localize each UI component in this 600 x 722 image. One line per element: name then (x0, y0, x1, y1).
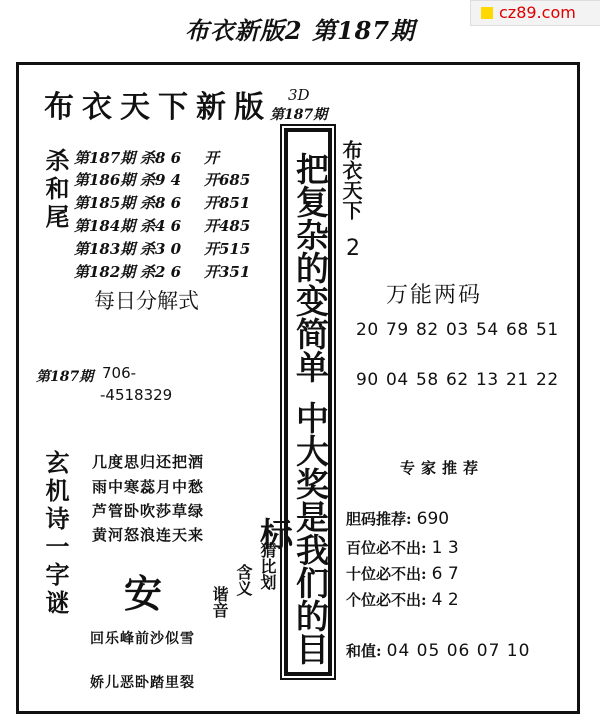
poem-bottom-line: 娇儿恶卧踏里裂 (90, 675, 195, 691)
kill-row: 第184期 杀4 6 开485 (74, 217, 251, 235)
right-brand-num: 2 (346, 236, 360, 261)
kill-row: 第186期 杀9 4 开685 (74, 171, 251, 189)
hint-col2: 含义 (234, 564, 253, 596)
wanneng-row1: 20 79 82 03 54 68 51 (356, 320, 559, 340)
site-watermark[interactable] (470, 0, 600, 26)
center-slogan-bottom: 中大奖是我们的目标 (255, 401, 330, 665)
hint-col3: 谐音 (210, 586, 229, 618)
expert-ge: 个位必不出: 4 2 (346, 590, 459, 610)
kill-section-label: 杀和尾 (41, 148, 70, 232)
kill-row: 第182期 杀2 6 开351 (74, 263, 251, 281)
poem-line: 几度思归还把酒 (92, 453, 205, 471)
brand-issue: 第187期 (270, 107, 328, 123)
brand-3d-tag: 3D (288, 86, 310, 104)
expert-shi: 十位必不出: 6 7 (346, 564, 459, 584)
poem-bottom-line: 回乐峰前沙似雪 (90, 631, 195, 647)
daily-formula-title: 每日分解式 (94, 289, 199, 313)
kill-row: 第187期 杀8 6 开 (74, 149, 220, 167)
kill-row: 第185期 杀8 6 开851 (74, 194, 251, 212)
expert-bai: 百位必不出: 1 3 (346, 538, 459, 558)
poem-line: 芦管卧吹莎草绿 (92, 502, 205, 520)
wanneng-title: 万能两码 (386, 283, 483, 308)
daily-formula-line2: -4518329 (100, 386, 173, 404)
kill-row: 第183期 杀3 0 开515 (74, 240, 251, 258)
square-icon (481, 7, 493, 19)
daily-formula-issue: 第187期 (36, 369, 94, 385)
poem-line: 黄河怒浪连天来 (92, 526, 205, 544)
brand-title: 布衣天下新版 (44, 90, 272, 125)
daily-formula-line1: 706- (102, 364, 137, 382)
poem-line: 雨中寒蕊月中愁 (92, 478, 205, 496)
right-brand-title: 布衣天下 (339, 140, 363, 220)
page-title: 布衣新版2 第187期 (0, 0, 600, 62)
expert-sum: 和值: 04 05 06 07 10 (346, 641, 531, 661)
wanneng-row2: 90 04 58 62 13 21 22 (356, 370, 559, 390)
expert-dan: 胆码推荐: 690 (346, 509, 450, 529)
center-slogan-top: 把复杂的变简单 (291, 151, 330, 383)
watermark-text: cz89.com (499, 3, 576, 22)
riddle-big-char: 安 (124, 571, 163, 616)
expert-title: 专家推荐 (400, 459, 485, 477)
poem-section-label: 玄机诗一字谜 (41, 450, 70, 618)
hint-col1: 猜比划 (258, 542, 277, 590)
